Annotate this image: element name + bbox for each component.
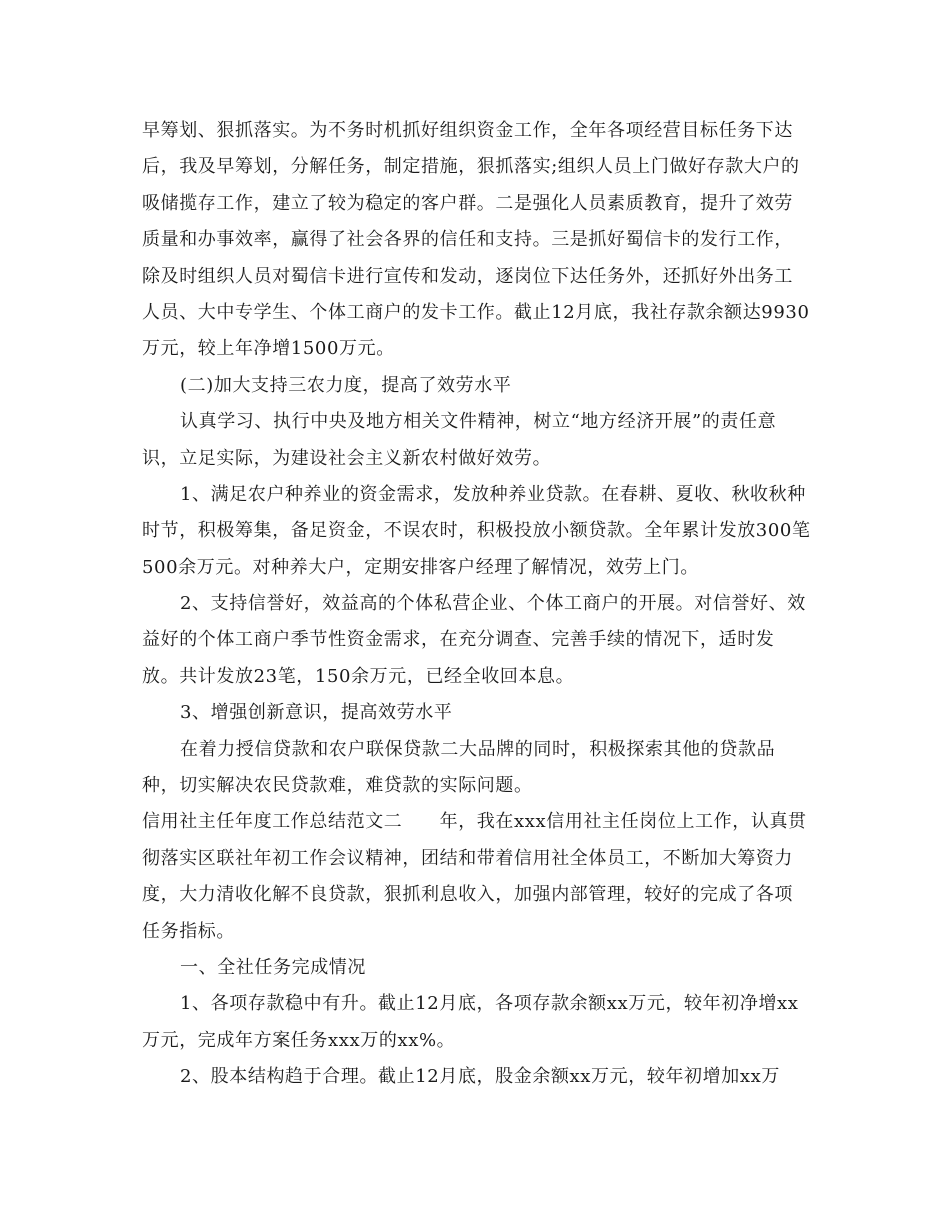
text-line: 1、满足农户种养业的资金需求，发放种养业贷款。在春耕、夏收、秋收秋种 (180, 483, 806, 505)
text-line: 2、支持信誉好，效益高的个体私营企业、个体工商户的开展。对信誉好、效 (180, 593, 806, 615)
text-line: 万元，完成年方案任务xxx万的xx%。 (142, 1029, 456, 1051)
text-line: 吸储揽存工作，建立了较为稳定的客户群。二是强化人员素质教育，提升了效劳 (142, 192, 793, 214)
document-body (142, 113, 812, 1096)
text-line: 信用社主任年度工作总结范文二 年，我在xxx信用社主任岗位上工作，认真贯 (142, 811, 807, 833)
text-line: 后，我及早筹划，分解任务，制定措施，狠抓落实;组织人员上门做好存款大户的 (142, 156, 800, 178)
text-line: 质量和办事效率，赢得了社会各界的信任和支持。三是抓好蜀信卡的发行工作， (142, 229, 793, 251)
text-line: 万元，较上年净增1500万元。 (142, 338, 395, 360)
text-line: 人员、大中专学生、个体工商户的发卡工作。截止12月底，我社存款余额达9930 (142, 301, 810, 323)
text-line: 识，立足实际，为建设社会主义新农村做好效劳。 (142, 447, 552, 469)
text-line: 500余万元。对种养大户，定期安排客户经理了解情况，效劳上门。 (142, 556, 699, 578)
section-heading: 一、全社任务完成情况 (180, 956, 366, 978)
text-line: 放。共计发放23笔，150余万元，已经全收回本息。 (142, 665, 575, 687)
text-line: 时节，积极筹集，备足资金，不误农时，积极投放小额贷款。全年累计发放300笔 (142, 520, 811, 542)
text-line: 在着力授信贷款和农户联保贷款二大品牌的同时，积极探索其他的贷款品 (180, 738, 776, 760)
section-heading: (二)加大支持三农力度，提高了效劳水平 (180, 374, 512, 396)
text-line: 1、各项存款稳中有升。截止12月底，各项存款余额xx万元，较年初净增xx (180, 993, 799, 1015)
text-line: 任务指标。 (142, 920, 235, 942)
section-heading: 3、增强创新意识，提高效劳水平 (180, 702, 453, 724)
text-line: 早筹划、狠抓落实。为不务时机抓好组织资金工作，全年各项经营目标任务下达 (142, 120, 793, 141)
text-line: 认真学习、执行中央及地方相关文件精神，树立“地方经济开展”的责任意 (180, 411, 777, 433)
text-line: 彻落实区联社年初工作会议精神，团结和带着信用社全体员工，不断加大筹资力 (142, 847, 793, 869)
text-line: 种，切实解决农民贷款难，难贷款的实际问题。 (142, 775, 533, 797)
text-line: 益好的个体工商户季节性资金需求，在充分调查、完善手续的情况下，适时发 (142, 629, 775, 651)
text-line: 2、股本结构趋于合理。截止12月底，股金余额xx万元，较年初增加xx万 (180, 1066, 780, 1088)
text-line: 度，大力清收化解不良贷款，狠抓利息收入，加强内部管理，较好的完成了各项 (142, 884, 793, 906)
text-line: 除及时组织人员对蜀信卡进行宣传和发动，逐岗位下达任务外，还抓好外出务工 (142, 265, 793, 287)
